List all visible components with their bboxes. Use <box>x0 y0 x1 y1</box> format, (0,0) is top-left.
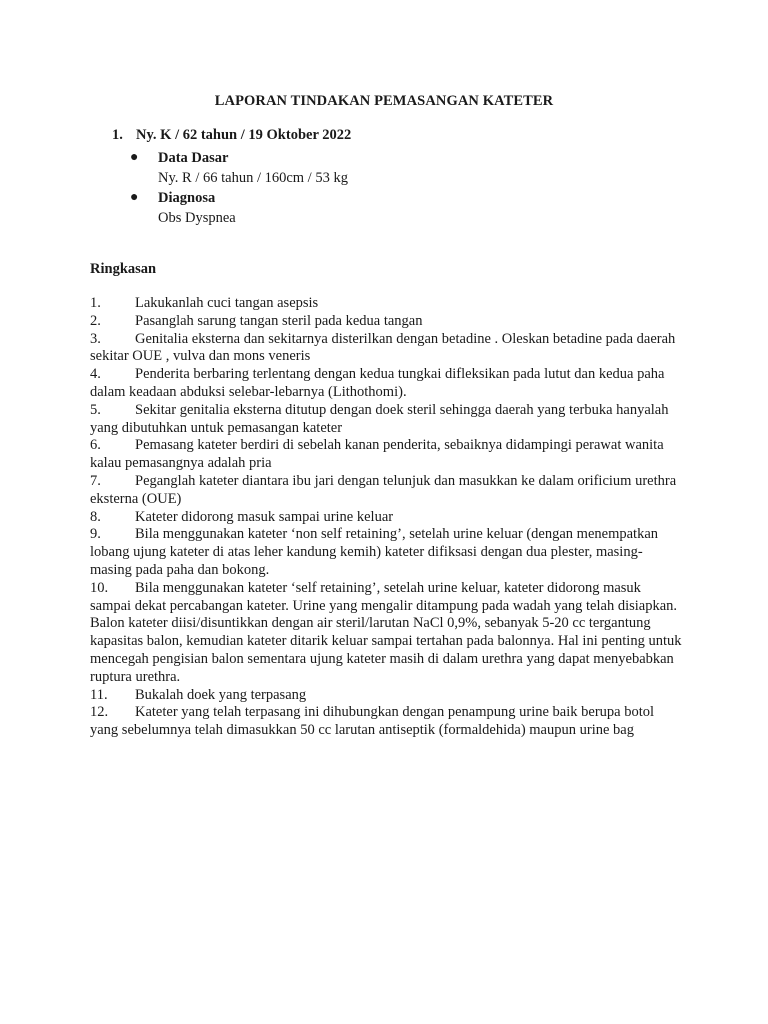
list-item <box>90 402 682 438</box>
step-number: 10. <box>90 579 109 596</box>
summary-title: Ringkasan <box>90 261 157 277</box>
step-number: 8. <box>90 508 101 525</box>
list-item-diagnosa <box>130 188 348 228</box>
step-text: Bila menggunakan kateter ‘self retaining’, setelah urine keluar, kateter didorong masuk sampai dekat percabangan kateter. Urine yang mengalir ditampung pada wadah yang telah disiapkan. Balon kateter diisi/disuntikkan dengan air steril/larutan NaCl 0,9%, sebanyak 5-20 cc tergantung kapasitas balon, kemudian kateter ditarik keluar sampai tertahan pada balonnya. Hal ini penting untuk mencegah pengisian balon sementara ujung kateter masih di dalam urethra yang dapat menyebabkan ruptura urethra. <box>90 579 682 685</box>
steps-list <box>90 295 682 740</box>
list-item <box>90 313 682 331</box>
list-item <box>90 366 682 402</box>
step-text: Bila menggunakan kateter ‘non self retaining’, setelah urine keluar (dengan menempatkan lobang ujung kateter di atas leher kandung kemih) kateter difiksasi dengan dua plester, masing-masing pada paha dan bokong. <box>90 526 659 578</box>
step-text: Pemasang kateter berdiri di sebelah kanan penderita, sebaiknya didampingi perawat wanita kalau pemasangnya adalah pria <box>90 437 664 472</box>
list-item <box>90 473 682 509</box>
document-title: LAPORAN TINDAKAN PEMASANGAN KATETER <box>214 93 554 109</box>
bullet-heading: Data Dasar <box>158 150 229 166</box>
step-number: 2. <box>90 312 101 329</box>
step-text: Pasanglah sarung tangan steril pada kedua tangan <box>135 312 423 329</box>
step-text: Peganglah kateter diantara ibu jari dengan telunjuk dan masukkan ke dalam orificium urethra eksterna (OUE) <box>90 472 677 507</box>
step-number: 7. <box>90 472 101 489</box>
step-number: 9. <box>90 526 101 543</box>
list-item <box>90 580 682 687</box>
bullet-heading: Diagnosa <box>158 190 216 206</box>
patient-label: Ny. K / 62 tahun / 19 Oktober 2022 <box>136 127 352 143</box>
list-item <box>90 509 682 527</box>
list-item <box>90 687 682 705</box>
step-text: Penderita berbaring terlentang dengan kedua tungkai difleksikan pada lutut dan kedua paha dalam keadaan abduksi selebar-lebarnya (Lithothomi). <box>90 366 665 400</box>
patient-heading <box>112 127 351 144</box>
list-item <box>90 437 682 473</box>
list-item <box>90 704 682 740</box>
patient-number: 1. <box>112 127 123 143</box>
step-text: Bukalah doek yang terpasang <box>135 686 307 703</box>
step-text: Sekitar genitalia eksterna ditutup dengan doek steril sehingga daerah yang terbuka hanyalah yang dibutuhkan untuk pemasangan kateter <box>90 401 669 436</box>
step-text: Kateter didorong masuk sampai urine keluar <box>135 508 394 525</box>
step-number: 11. <box>90 686 108 703</box>
list-item <box>90 295 682 313</box>
bullet-body: Ny. R / 66 tahun / 160cm / 53 kg <box>158 170 348 186</box>
patient-details-list <box>130 148 348 228</box>
bullet-icon: ● <box>130 150 139 165</box>
bullet-icon: ● <box>130 190 139 205</box>
step-number: 1. <box>90 295 101 311</box>
step-number: 12. <box>90 704 109 721</box>
list-item-data-dasar <box>130 148 348 188</box>
step-text: Genitalia eksterna dan sekitarnya disterilkan dengan betadine . Oleskan betadine pada daerah sekitar OUE , vulva dan mons veneris <box>90 330 676 365</box>
list-item <box>90 331 682 367</box>
step-number: 6. <box>90 437 101 454</box>
bullet-body: Obs Dyspnea <box>158 210 236 226</box>
step-text: Lakukanlah cuci tangan asepsis <box>135 295 319 311</box>
step-number: 3. <box>90 330 101 347</box>
step-number: 4. <box>90 366 101 383</box>
step-text: Kateter yang telah terpasang ini dihubungkan dengan penampung urine baik berupa botol yang sebelumnya telah dimasukkan 50 cc larutan antiseptik (formaldehida) maupun urine bag <box>90 704 655 739</box>
step-number: 5. <box>90 401 101 418</box>
list-item <box>90 526 682 579</box>
